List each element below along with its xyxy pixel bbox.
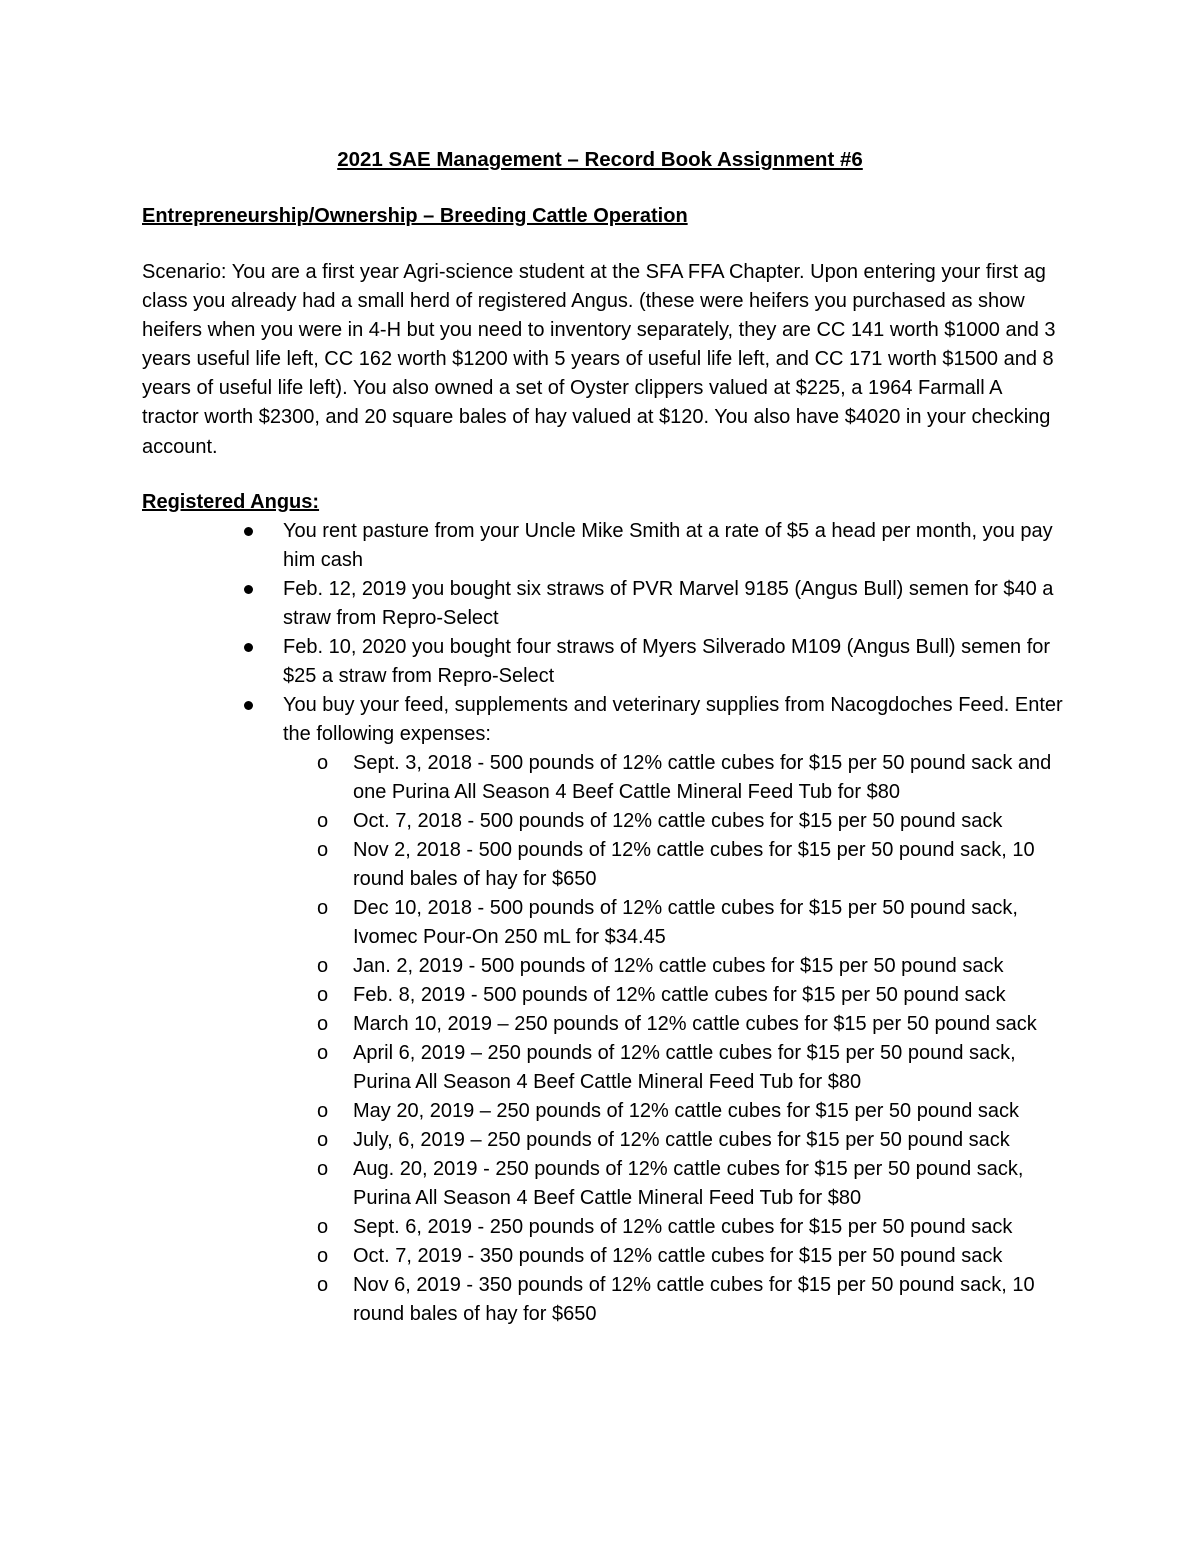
expense-item — [317, 894, 1073, 952]
registered-angus-heading: Registered Angus: — [142, 491, 320, 513]
expense-text: March 10, 2019 – 250 pounds of 12% cattle cubes for $15 per 50 pound sack — [353, 1013, 1037, 1035]
scenario-paragraph: Scenario: You are a first year Agri-science student at the SFA FFA Chapter. Upon entering your first ag class you already had a small herd of registered Angus. (these were heifers you purchased as show heifers when you were in 4-H but you need to inventory separately, they are CC 141 worth $1000 and 3 years useful life left, CC 162 worth $1200 with 5 years of useful life left, and CC 171 worth $1500 and 8 years of useful life left). You also owned a set of Oyster clippers valued at $225, a 1964 Farmall A tractor worth $2300, and 20 square bales of hay valued at $120. You also have $4020 in your checking account. — [142, 261, 1056, 458]
expense-text: July, 6, 2019 – 250 pounds of 12% cattle cubes for $15 per 50 pound sack — [353, 1129, 1010, 1151]
expense-item — [317, 807, 1073, 836]
bullet-text: You buy your feed, supplements and veterinary supplies from Nacogdoches Feed. Enter the following expenses: — [283, 694, 1063, 745]
expense-text: Jan. 2, 2019 - 500 pounds of 12% cattle cubes for $15 per 50 pound sack — [353, 955, 1004, 977]
expense-item — [317, 1155, 1073, 1213]
bullet-text: You rent pasture from your Uncle Mike Smith at a rate of $5 a head per month, you pay him cash — [283, 520, 1053, 571]
circle-bullet-icon: o — [317, 810, 329, 832]
expense-list — [317, 749, 1073, 1329]
expense-text: Nov 6, 2019 - 350 pounds of 12% cattle cubes for $15 per 50 pound sack, 10 round bales of hay for $650 — [353, 1274, 1035, 1325]
bullet-item-semen-2019 — [283, 575, 1073, 633]
circle-bullet-icon: o — [317, 1042, 329, 1064]
circle-bullet-icon: o — [317, 955, 329, 977]
expense-item — [317, 836, 1073, 894]
circle-bullet-icon: o — [317, 1216, 329, 1238]
circle-bullet-icon: o — [317, 984, 329, 1006]
expense-item — [317, 1271, 1073, 1329]
expense-item — [317, 1097, 1073, 1126]
expense-text: Oct. 7, 2018 - 500 pounds of 12% cattle cubes for $15 per 50 pound sack — [353, 810, 1003, 832]
circle-bullet-icon: o — [317, 1274, 329, 1296]
expense-item — [317, 1213, 1073, 1242]
bullet-dot-icon — [244, 527, 253, 536]
circle-bullet-icon: o — [317, 839, 329, 861]
expense-item — [317, 981, 1073, 1010]
circle-bullet-icon: o — [317, 1158, 329, 1180]
bullet-item-semen-2020 — [283, 633, 1073, 691]
bullet-dot-icon — [244, 585, 253, 594]
circle-bullet-icon: o — [317, 897, 329, 919]
expense-text: Sept. 6, 2019 - 250 pounds of 12% cattle cubes for $15 per 50 pound sack — [353, 1216, 1013, 1238]
circle-bullet-icon: o — [317, 1245, 329, 1267]
expense-text: May 20, 2019 – 250 pounds of 12% cattle cubes for $15 per 50 pound sack — [353, 1100, 1020, 1122]
expense-text: Nov 2, 2018 - 500 pounds of 12% cattle cubes for $15 per 50 pound sack, 10 round bales of hay for $650 — [353, 839, 1035, 890]
expense-item — [317, 1242, 1073, 1271]
expense-text: Oct. 7, 2019 - 350 pounds of 12% cattle cubes for $15 per 50 pound sack — [353, 1245, 1003, 1267]
document-title: 2021 SAE Management – Record Book Assignment #6 — [337, 148, 863, 171]
expense-item — [317, 1010, 1073, 1039]
expense-item — [317, 952, 1073, 981]
expense-text: Dec 10, 2018 - 500 pounds of 12% cattle cubes for $15 per 50 pound sack, Ivomec Pour-On 250 mL for $34.45 — [353, 897, 1018, 948]
bullet-dot-icon — [244, 701, 253, 710]
expense-text: Sept. 3, 2018 - 500 pounds of 12% cattle cubes for $15 per 50 pound sack and one Purina All Season 4 Beef Cattle Mineral Feed Tub for $80 — [353, 752, 1052, 803]
angus-bullet-list — [283, 517, 1073, 1329]
expense-item — [317, 1039, 1073, 1097]
circle-bullet-icon: o — [317, 752, 329, 774]
bullet-text: Feb. 12, 2019 you bought six straws of PVR Marvel 9185 (Angus Bull) semen for $40 a straw from Repro-Select — [283, 578, 1054, 629]
bullet-item-pasture-rent — [283, 517, 1073, 575]
expense-item — [317, 749, 1073, 807]
circle-bullet-icon: o — [317, 1013, 329, 1035]
expense-text: April 6, 2019 – 250 pounds of 12% cattle cubes for $15 per 50 pound sack, Purina All Season 4 Beef Cattle Mineral Feed Tub for $80 — [353, 1042, 1016, 1093]
expense-text: Aug. 20, 2019 - 250 pounds of 12% cattle cubes for $15 per 50 pound sack, Purina All Season 4 Beef Cattle Mineral Feed Tub for $80 — [353, 1158, 1024, 1209]
expense-item — [317, 1126, 1073, 1155]
expense-text: Feb. 8, 2019 - 500 pounds of 12% cattle cubes for $15 per 50 pound sack — [353, 984, 1006, 1006]
bullet-item-feed-supplies — [283, 691, 1073, 1329]
bullet-dot-icon — [244, 643, 253, 652]
circle-bullet-icon: o — [317, 1100, 329, 1122]
circle-bullet-icon: o — [317, 1129, 329, 1151]
bullet-text: Feb. 10, 2020 you bought four straws of Myers Silverado M109 (Angus Bull) semen for $25 a straw from Repro-Select — [283, 636, 1051, 687]
operation-subtitle: Entrepreneurship/Ownership – Breeding Cattle Operation — [142, 205, 688, 227]
